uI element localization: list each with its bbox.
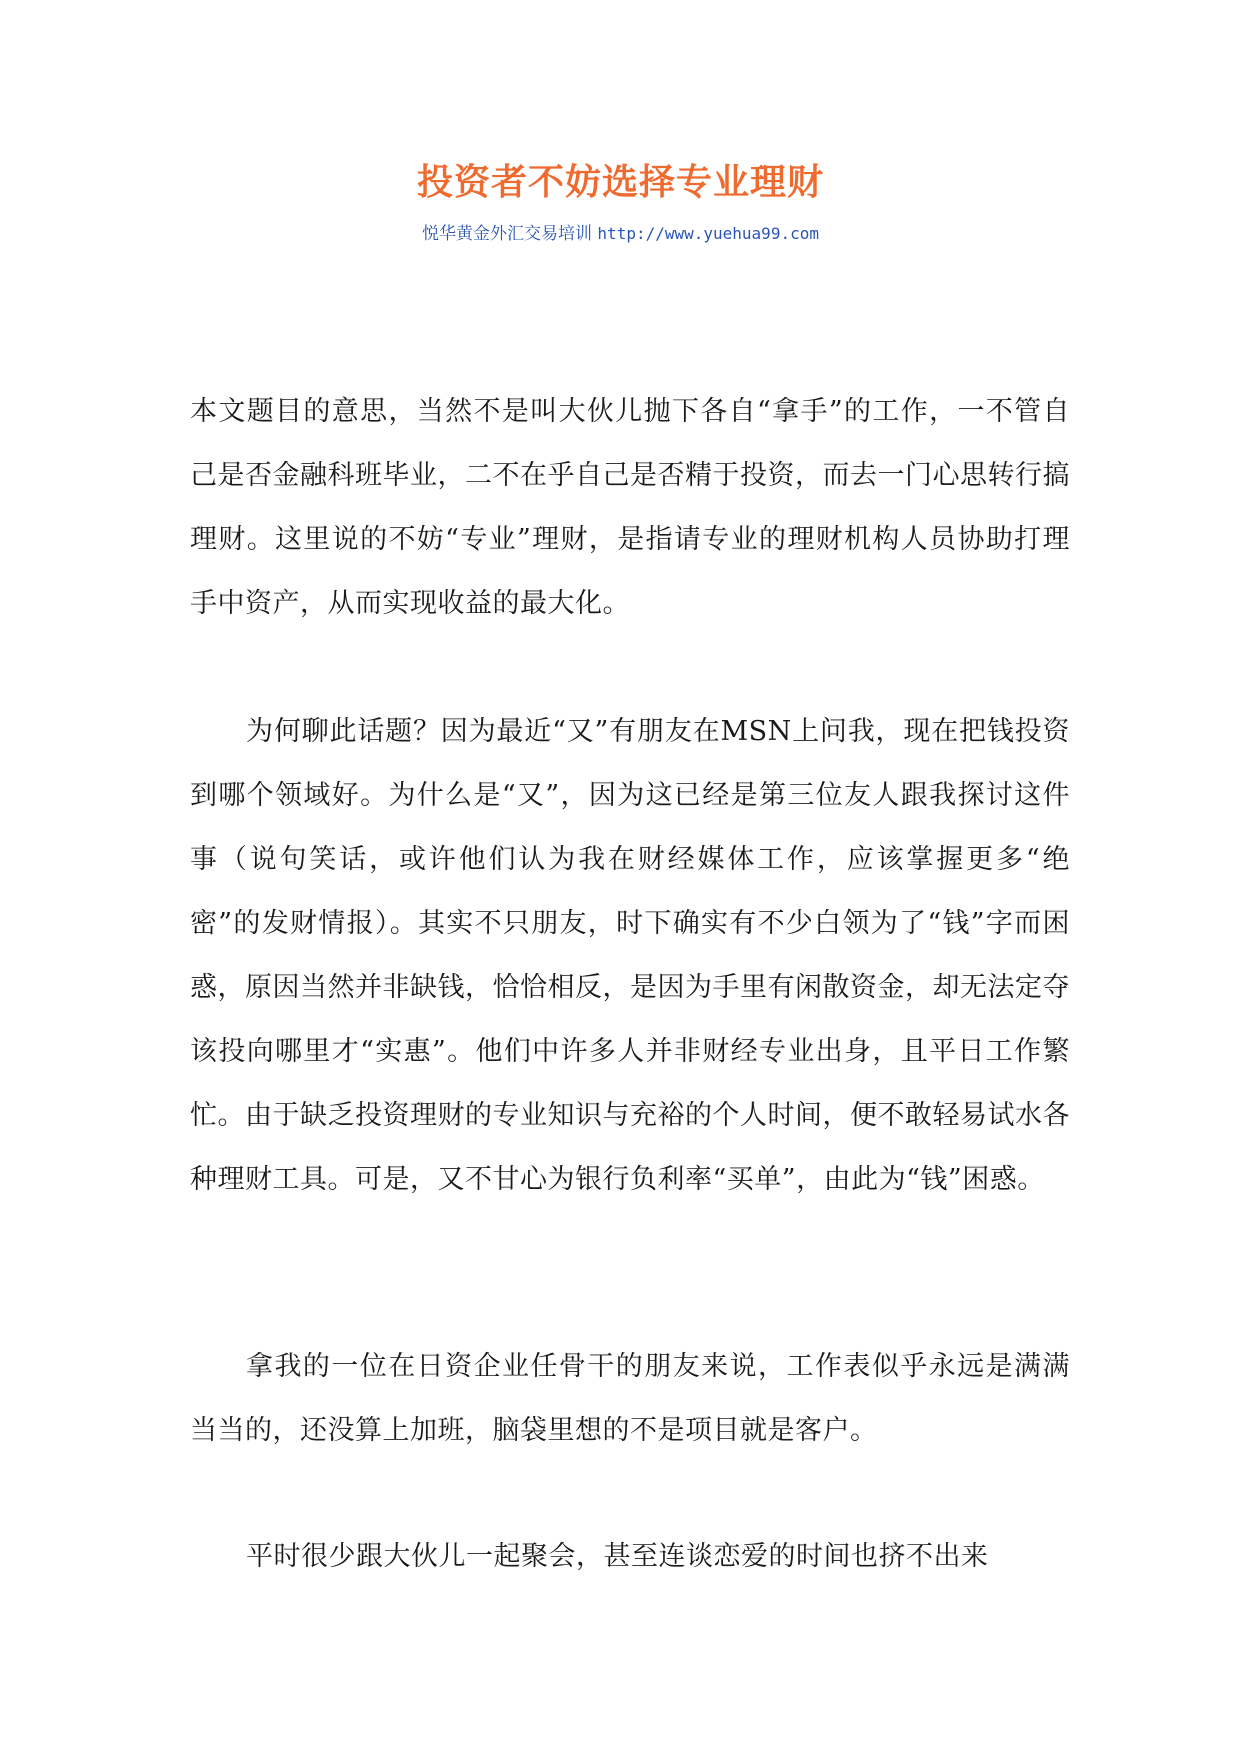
paragraph-3: 拿我的一位在日资企业任骨干的朋友来说，工作表似乎永远是满满当当的，还没算上加班，脑袋里想的不是项目就是客户。 <box>190 1351 1070 1446</box>
subtitle-organization: 悦华黄金外汇交易培训 <box>422 224 593 244</box>
document-subtitle <box>0 222 1241 246</box>
paragraph-2: 为何聊此话题？因为最近“又”有朋友在MSN上问我，现在把钱投资到哪个领域好。为什么是“又”，因为这已经是第三位友人跟我探讨这件事（说句笑话，或许他们认为我在财经媒体工作，应该掌握更多“绝密”的发财情报）。其实不只朋友，时下确实有不少白领为了“钱”字而困惑，原因当然并非缺钱，恰恰相反，是因为手里有闲散资金，却无法定夺该投向哪里才“实惠”。他们中许多人并非财经专业出身，且平日工作繁忙。由于缺乏投资理财的专业知识与充裕的个人时间，便不敢轻易试水各种理财工具。可是，又不甘心为银行负利率“买单”，由此为“钱”困惑。 <box>190 716 1070 1195</box>
document-title: 投资者不妨选择专业理财 <box>416 161 824 203</box>
paragraph-4: 平时很少跟大伙儿一起聚会，甚至连谈恋爱的时间也挤不出来 <box>246 1541 989 1572</box>
subtitle-url-link[interactable]: http://www.yuehua99.com <box>597 224 819 243</box>
paragraph-1: 本文题目的意思，当然不是叫大伙儿抛下各自“拿手”的工作，一不管自己是否金融科班毕业，二不在乎自己是否精于投资，而去一门心思转行搞理财。这里说的不妨“专业”理财，是指请专业的理财机构人员协助打理手中资产，从而实现收益的最大化。 <box>190 396 1070 619</box>
